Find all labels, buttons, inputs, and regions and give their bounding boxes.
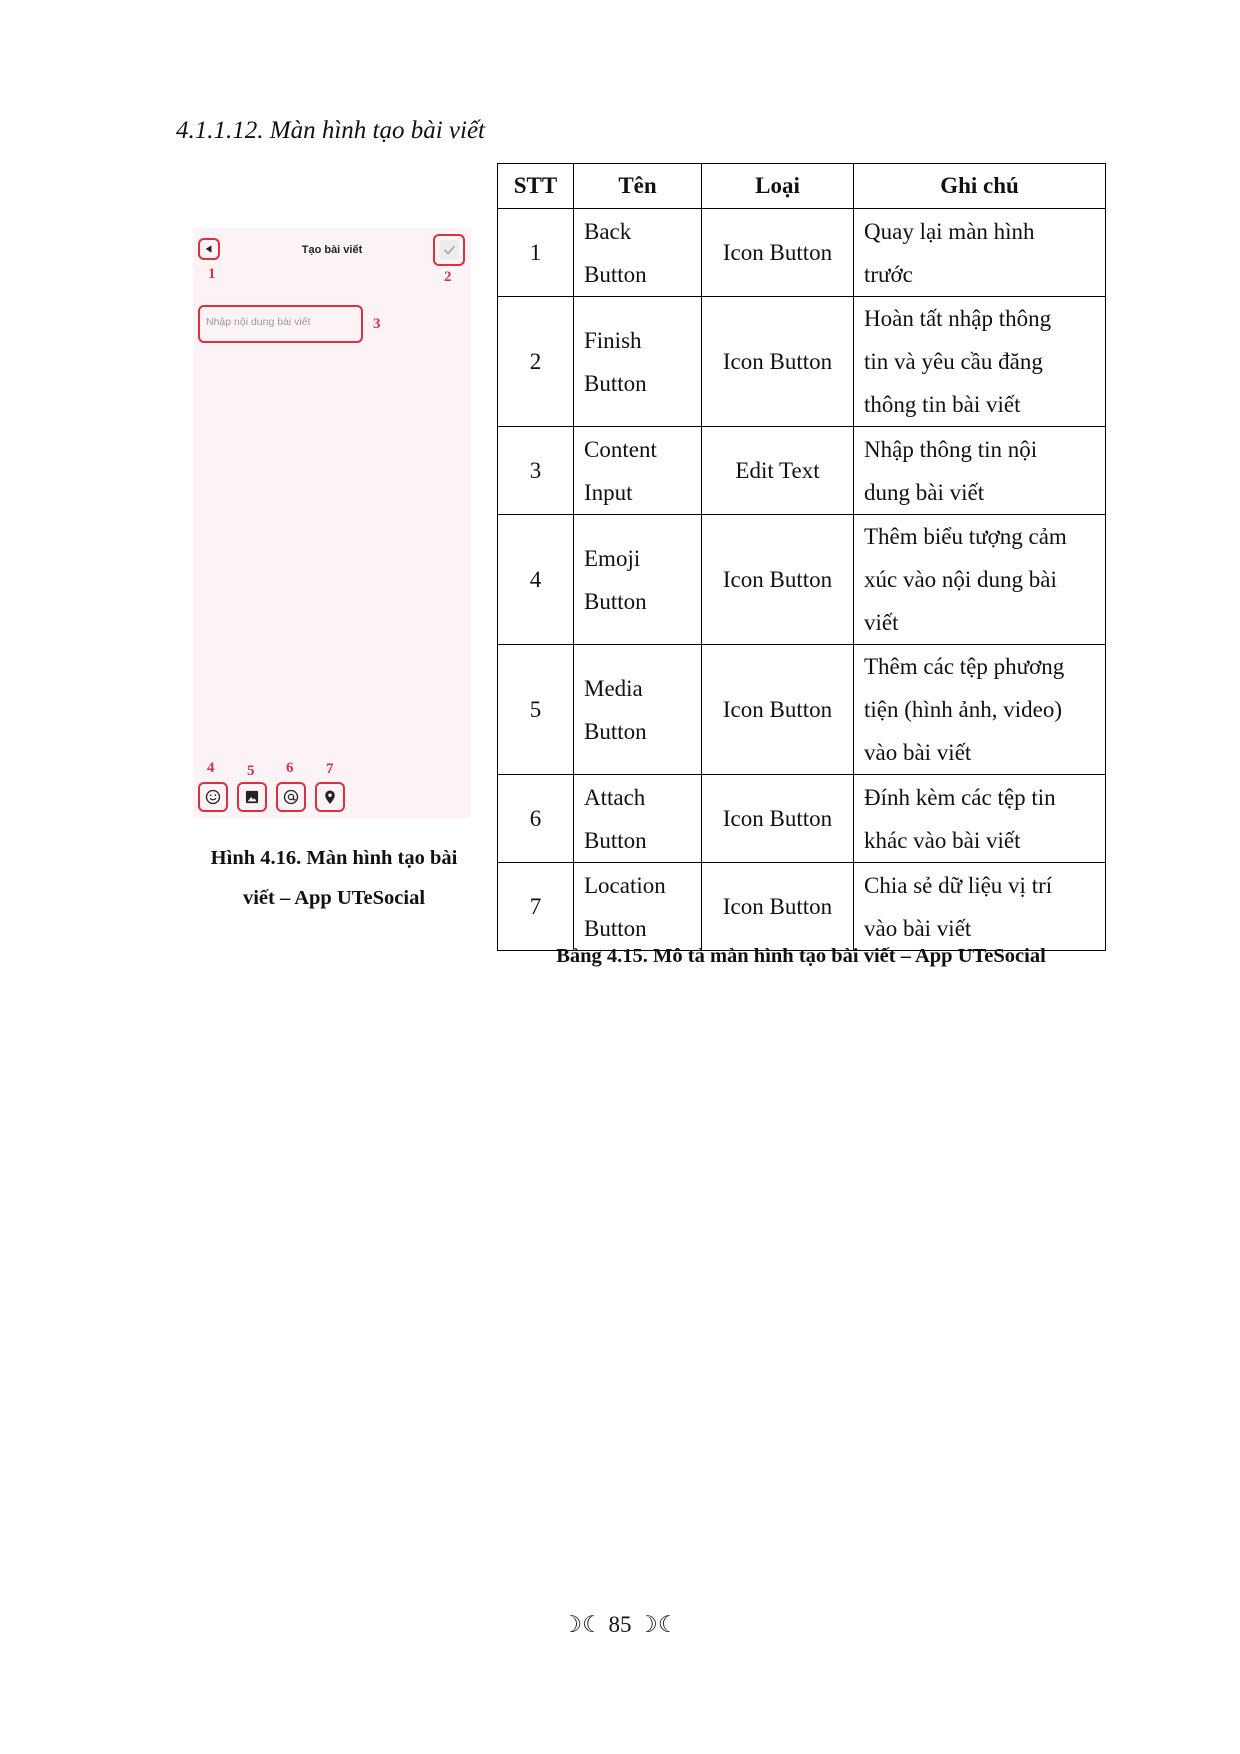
name-line: Button <box>584 261 647 287</box>
attach-button[interactable] <box>276 782 306 812</box>
table-row <box>498 297 1106 427</box>
table-row <box>498 863 1106 951</box>
cell-note <box>854 209 1106 297</box>
name-line: Input <box>584 479 633 505</box>
note-line: dung bài viết <box>864 479 985 505</box>
at-icon <box>278 784 304 810</box>
header-name: Tên <box>574 164 702 209</box>
content-input[interactable] <box>198 305 363 343</box>
marker-4: 4 <box>207 760 215 776</box>
marker-5: 5 <box>247 763 255 779</box>
name-line: Back <box>584 218 632 244</box>
cell-name <box>574 427 702 515</box>
media-button[interactable] <box>237 782 267 812</box>
name-line: Finish <box>584 327 642 353</box>
cell-note <box>854 645 1106 775</box>
cell-name <box>574 775 702 863</box>
cell-note <box>854 515 1106 645</box>
note-line: Thêm biểu tượng cảm <box>864 524 1067 549</box>
cell-type: Icon Button <box>702 515 854 645</box>
check-icon <box>435 236 463 264</box>
cell-type: Edit Text <box>702 427 854 515</box>
note-line: Hoàn tất nhập thông <box>864 306 1052 331</box>
cell-note <box>854 297 1106 427</box>
name-line: Location <box>584 872 666 898</box>
finish-button[interactable] <box>433 234 465 266</box>
marker-1: 1 <box>208 266 216 282</box>
cell-note <box>854 427 1106 515</box>
note-line: viết <box>864 610 899 635</box>
description-table <box>497 163 1106 951</box>
name-line: Button <box>584 370 647 396</box>
note-line: Quay lại màn hình <box>864 218 1035 244</box>
note-line: Nhập thông tin nội <box>864 436 1038 462</box>
left-ornament: ☽☾ <box>561 1612 603 1637</box>
cell-name <box>574 297 702 427</box>
note-line: Đính kèm các tệp tin <box>864 784 1056 810</box>
cell-type: Icon Button <box>702 775 854 863</box>
note-line: tiện (hình ảnh, video) <box>864 697 1063 722</box>
header-type: Loại <box>702 164 854 209</box>
cell-type: Icon Button <box>702 645 854 775</box>
note-line: trước <box>864 261 913 287</box>
cell-note <box>854 863 1106 951</box>
cell-stt: 5 <box>498 645 574 775</box>
page-footer <box>0 1612 1240 1638</box>
note-line: tin và yêu cầu đăng <box>864 349 1043 374</box>
screen-title: Tạo bài viết <box>301 244 363 256</box>
figure-caption-line2: viết – App UTeSocial <box>242 887 426 909</box>
name-line: Button <box>584 915 647 941</box>
marker-6: 6 <box>286 760 294 776</box>
emoji-icon <box>200 784 226 810</box>
name-line: Emoji <box>584 545 641 571</box>
marker-7: 7 <box>326 761 334 777</box>
marker-2: 2 <box>444 269 452 285</box>
table-row <box>498 209 1106 297</box>
header-stt: STT <box>498 164 574 209</box>
name-line: Content <box>584 436 657 462</box>
note-line: vào bài viết <box>864 915 972 941</box>
cell-note <box>854 775 1106 863</box>
header-note: Ghi chú <box>854 164 1106 209</box>
location-button[interactable] <box>315 782 345 812</box>
figure-caption <box>184 838 484 918</box>
content-input-placeholder: Nhập nội dung bài viết <box>206 316 311 328</box>
note-line: Thêm các tệp phương <box>864 654 1065 679</box>
note-line: thông tin bài viết <box>864 392 1021 417</box>
name-line: Button <box>584 718 647 744</box>
emoji-button[interactable] <box>198 782 228 812</box>
page-number: 85 <box>608 1612 632 1637</box>
cell-name <box>574 645 702 775</box>
cell-stt: 6 <box>498 775 574 863</box>
note-line: Chia sẻ dữ liệu vị trí <box>864 872 1053 898</box>
cell-stt: 2 <box>498 297 574 427</box>
cell-type: Icon Button <box>702 209 854 297</box>
cell-type: Icon Button <box>702 297 854 427</box>
cell-stt: 3 <box>498 427 574 515</box>
cell-type: Icon Button <box>702 863 854 951</box>
cell-stt: 7 <box>498 863 574 951</box>
cell-stt: 1 <box>498 209 574 297</box>
cell-name <box>574 209 702 297</box>
phone-screenshot <box>193 228 471 818</box>
note-line: khác vào bài viết <box>864 827 1021 853</box>
cell-name <box>574 863 702 951</box>
figure-caption-line1: Hình 4.16. Màn hình tạo bài <box>210 847 458 869</box>
table-caption: Bảng 4.15. Mô tả màn hình tạo bài viết – App UTeSocial <box>556 945 1046 967</box>
table-row <box>498 775 1106 863</box>
cell-name <box>574 515 702 645</box>
table-row <box>498 645 1106 775</box>
back-button[interactable] <box>198 238 220 260</box>
image-icon <box>239 784 265 810</box>
table-row <box>498 427 1106 515</box>
right-ornament: ☽☾ <box>637 1612 679 1637</box>
cell-stt: 4 <box>498 515 574 645</box>
back-icon <box>200 240 218 258</box>
name-line: Button <box>584 588 647 614</box>
table-row <box>498 515 1106 645</box>
name-line: Attach <box>584 784 646 810</box>
note-line: xúc vào nội dung bài <box>864 567 1057 592</box>
note-line: vào bài viết <box>864 740 972 765</box>
name-line: Button <box>584 827 647 853</box>
table-header-row <box>498 164 1106 209</box>
section-heading: 4.1.1.12. Màn hình tạo bài viết <box>176 117 485 144</box>
name-line: Media <box>584 675 643 701</box>
marker-3: 3 <box>373 316 381 332</box>
location-icon <box>317 784 343 810</box>
